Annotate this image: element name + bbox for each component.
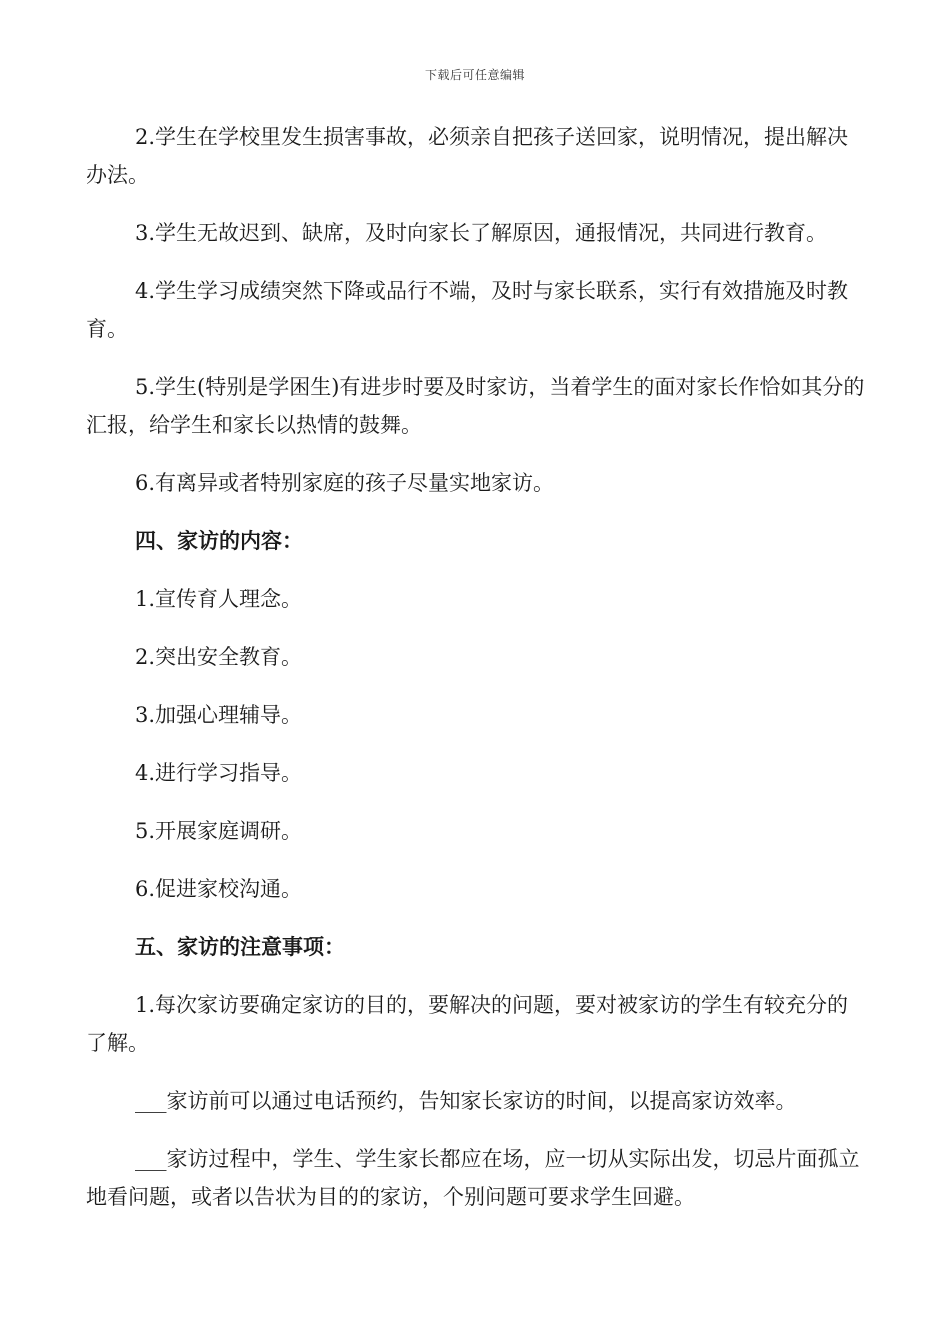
section-heading-content: 四、家访的内容： [135, 528, 303, 553]
content-item-4: 4.进行学习指导。 [135, 761, 303, 785]
document-body [86, 118, 866, 1236]
content-item-6: 6.促进家校沟通。 [135, 877, 303, 901]
content-item-1: 1.宣传育人理念。 [135, 587, 303, 611]
paragraph-item-3-absence: 3.学生无故迟到、缺席，及时向家长了解原因，通报情况，共同进行教育。 [135, 221, 828, 245]
paragraph-item-6-special-family: 6.有离异或者特别家庭的孩子尽量实地家访。 [135, 471, 555, 495]
paragraph-item-2-damage: 2.学生在学校里发生损害事故，必须亲自把孩子送回家，说明情况，提出解决办法。 [86, 125, 849, 187]
notes-item-3: ___家访过程中，学生、学生家长都应在场，应一切从实际出发，切忌片面孤立地看问题，或者以告状为目的的家访，个别问题可要求学生回避。 [86, 1147, 860, 1209]
notes-item-2: ___家访前可以通过电话预约，告知家长家访的时间，以提高家访效率。 [135, 1089, 797, 1113]
notes-item-1: 1.每次家访要确定家访的目的，要解决的问题，要对被家访的学生有较充分的了解。 [86, 993, 849, 1055]
content-item-5: 5.开展家庭调研。 [135, 819, 303, 843]
paragraph-item-5-progress: 5.学生(特别是学困生)有进步时要及时家访，当着学生的面对家长作恰如其分的汇报，给学生和家长以热情的鼓舞。 [86, 375, 865, 437]
section-heading-notes: 五、家访的注意事项： [135, 934, 345, 959]
paragraph-item-4-grades: 4.学生学习成绩突然下降或品行不端，及时与家长联系，实行有效措施及时教育。 [86, 279, 849, 341]
content-item-3: 3.加强心理辅导。 [135, 703, 303, 727]
content-item-2: 2.突出安全教育。 [135, 645, 303, 669]
page-header: 下载后可任意编辑 [424, 68, 525, 82]
